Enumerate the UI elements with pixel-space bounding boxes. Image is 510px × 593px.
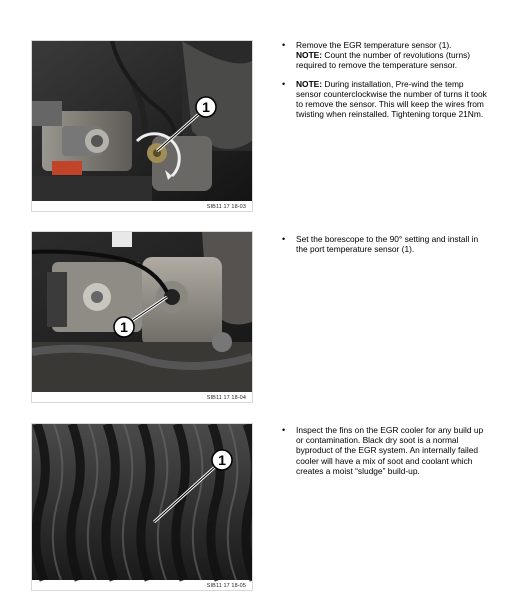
step2-bullet [280,234,490,254]
callout-number: 1 [120,319,128,335]
step2-instructions [280,234,490,262]
engine-photo-2 [32,232,252,402]
engine-photo-1 [32,41,252,211]
step3-bullet [280,425,490,476]
step1-bullet-remove [280,40,490,71]
step2-bullet1-text: Set the borescope to the 90° setting and install in the port temperature sensor (1). [296,234,479,255]
figure-caption: SIB11 17 18-03 [206,204,246,210]
note-text: Count the number of revolutions (turns) required to remove the temperature sensor. [296,50,471,71]
step1-bullet2-text: During installation, Pre-wind the temp sensor counterclockwise the number of turns it took to remove the sensor. This will keep the wires from twisting when reinstalled. Tightening torque 21Nm. [296,78,487,120]
callout-number: 1 [202,99,210,115]
figure-egr-sensor-removal [31,40,253,212]
figure-caption: SIB11 17 18-05 [206,583,246,589]
step1-instructions [280,40,490,127]
note-label: NOTE: [296,50,323,61]
step3-bullet1-text: Inspect the fins on the EGR cooler for any build up or contamination. Black dry soot is a normal byproduct of the EGR system. An internally failed cooler will have a mix of soot and coolant which creates a moist “sludge” build-up. [296,425,484,476]
note-label: NOTE: [296,78,323,89]
step1-bullet-install [280,79,490,120]
step3-instructions [280,425,490,484]
figure-borescope-install [31,231,253,403]
figure-egr-cooler-fins [31,423,253,591]
callout-number: 1 [218,452,226,468]
figure-caption: SIB11 17 18-04 [206,395,246,401]
egr-cooler-photo [32,424,252,590]
step1-bullet1-text: Remove the EGR temperature sensor (1). [296,40,452,50]
